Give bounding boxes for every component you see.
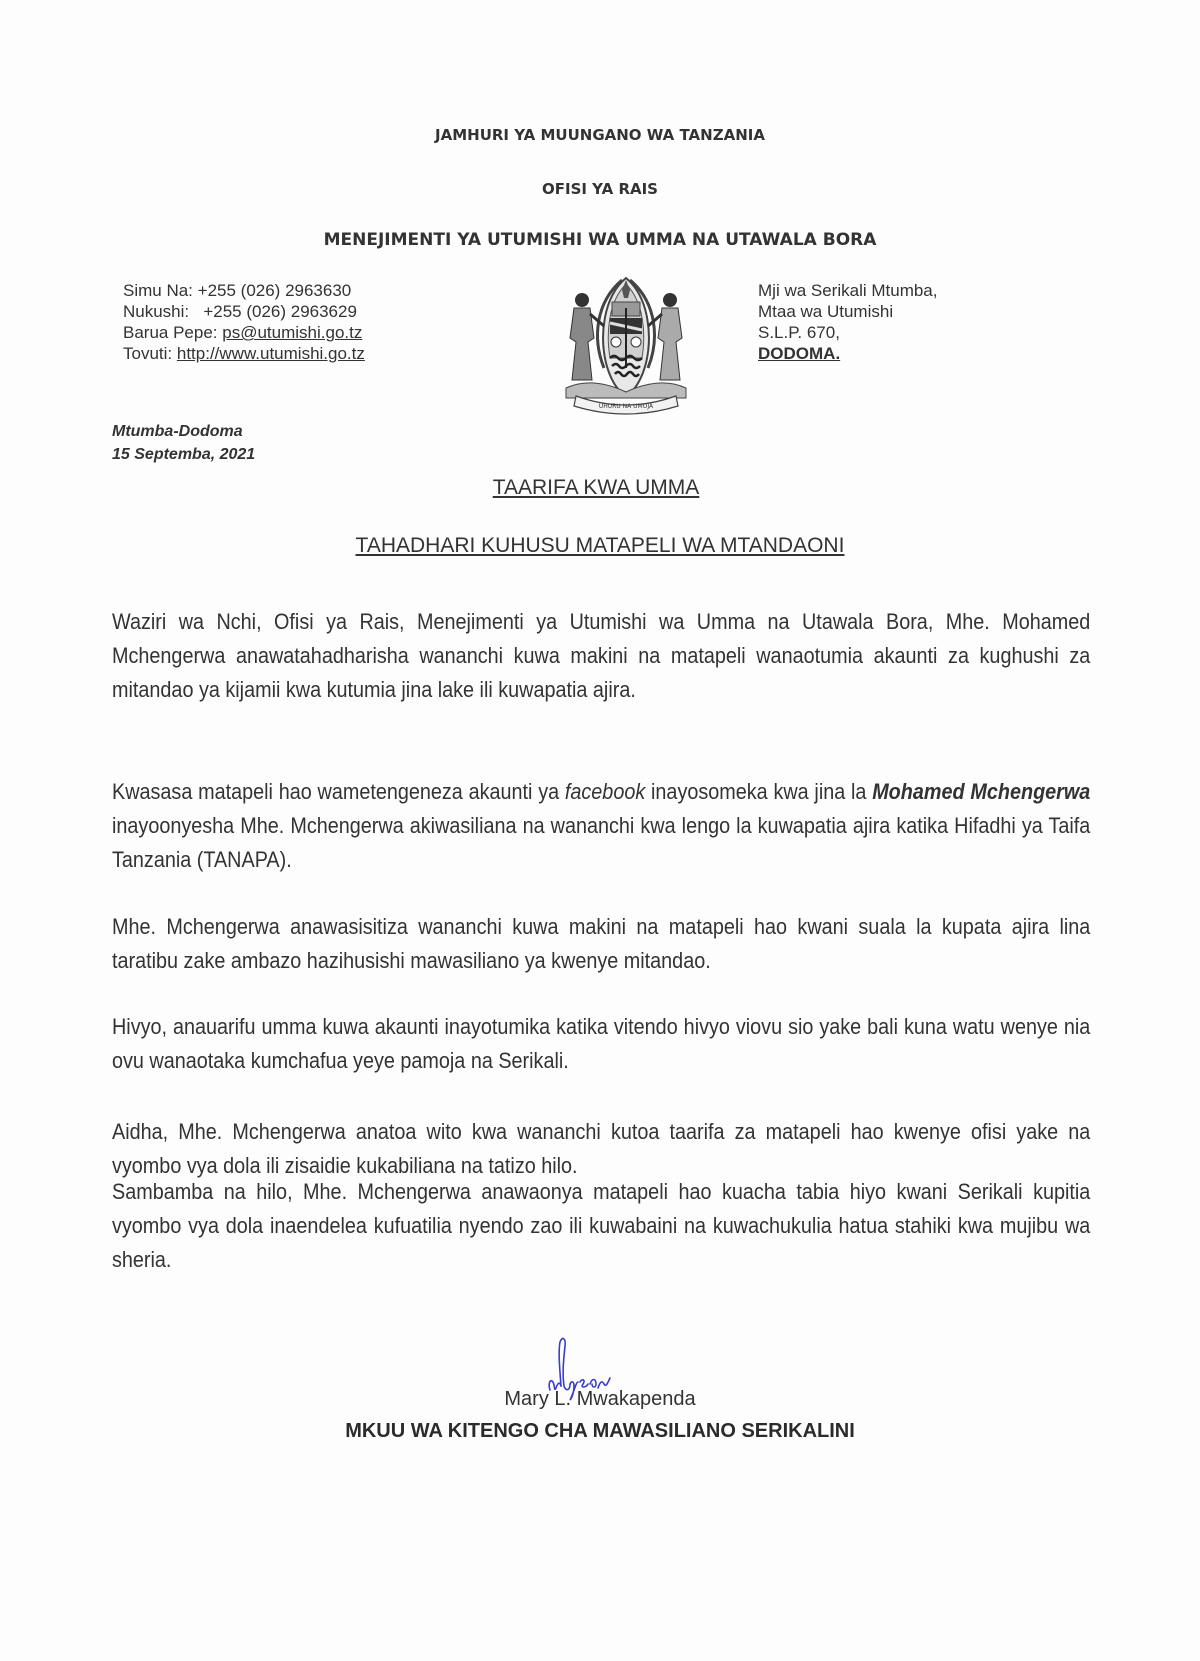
motto-text: UHURU NA UMOJA [598, 403, 654, 410]
paragraph-5-text: Aidha, Mhe. Mchengerwa anatoa wito kwa wananchi kutoa taarifa za matapeli hao kwenye ofisi yake na vyombo vya dola ili zisaidie kukabiliana na tatizo hilo. [112, 1119, 1091, 1178]
contact-block-right [758, 280, 938, 364]
website-link[interactable]: http://www.utumishi.go.tz [176, 344, 365, 363]
place-and-date [112, 420, 255, 466]
paragraph-6-text: Sambamba na hilo, Mhe. Mchengerwa anawaonya matapeli hao kuacha tabia hiyo kwani Serikali kupitia vyombo vya dola inaendelea kufuatilia nyendo zao ili kuwabaini na kuwachukulia hatua stahiki kwa mujibu wa sheria. [112, 1179, 1091, 1272]
paragraph-5 [112, 1115, 1090, 1183]
fax-number: +255 (026) 2963629 [203, 302, 357, 321]
paragraph-2 [112, 775, 1090, 877]
paragraph-3-text: Mhe. Mchengerwa anawasisitiza wananchi kuwa makini na matapeli hao kwani suala la kupata ajira lina taratibu zake ambazo hazihusishi mawasiliano ya kwenye mitandao. [112, 914, 1091, 973]
contact-block-left [123, 280, 365, 364]
signer-title: MKUU WA KITENGO CHA MAWASILIANO SERIKALINI [345, 1420, 855, 1442]
document-subtitle [0, 534, 1200, 558]
document-title-text: TAARIFA KWA UMMA [492, 476, 700, 499]
fax-label: Nukushi: [123, 302, 204, 321]
paragraph-4-text: Hivyo, anauarifu umma kuwa akaunti inayotumika katika vitendo hivyo viovu sio yake bali kuna watu wenye nia ovu wanaotaka kumchafua yeye pamoja na Serikali. [112, 1014, 1091, 1073]
place: Mtumba-Dodoma [112, 423, 243, 440]
coat-of-arms-graphic [552, 268, 700, 416]
coat-of-arms-icon [552, 268, 700, 416]
document-title [0, 476, 1200, 500]
signer-name: Mary L. Mwakapenda [504, 1388, 696, 1410]
paragraph-2-part-c: inayoonyesha Mhe. Mchengerwa akiwasiliana na wananchi kwa lengo la kuwapatia ajira katika Hifadhi ya Taifa Tanzania (TANAPA). [112, 813, 1091, 872]
email-link[interactable]: ps@utumishi.go.tz [222, 323, 363, 342]
address-po-box: S.L.P. 670, [758, 323, 840, 342]
address-line-2: Mtaa wa Utumishi [758, 302, 894, 321]
header-ministry: MENEJIMENTI YA UTUMISHI WA UMMA NA UTAWALA BORA [323, 230, 877, 250]
address-city: DODOMA. [758, 344, 841, 363]
phone-row [123, 280, 365, 301]
paragraph-3 [112, 910, 1090, 978]
paragraph-2-part-a: Kwasasa matapeli hao wametengeneza akaunti ya [112, 779, 565, 804]
phone-number: +255 (026) 2963630 [197, 281, 352, 300]
website-row [123, 343, 365, 364]
document-subtitle-text: TAHADHARI KUHUSU MATAPELI WA MTANDAONI [355, 534, 845, 557]
fake-account-name: Mohamed Mchengerwa [872, 779, 1091, 804]
facebook-term: facebook [564, 779, 646, 804]
header-republic: JAMHURI YA MUUNGANO WA TANZANIA [435, 126, 765, 144]
phone-label: Simu Na: [123, 281, 198, 300]
website-label: Tovuti: [123, 344, 177, 363]
header-office: OFISI YA RAIS [542, 180, 658, 198]
fax-row [123, 301, 365, 322]
paragraph-2-part-b: inayosomeka kwa jina la [645, 779, 873, 804]
date: 15 Septemba, 2021 [112, 446, 256, 463]
paragraph-1 [112, 605, 1090, 707]
address-line-1: Mji wa Serikali Mtumba, [758, 281, 938, 300]
paragraph-4 [112, 1010, 1090, 1078]
paragraph-1-text: Waziri wa Nchi, Ofisi ya Rais, Menejimenti ya Utumishi wa Umma na Utawala Bora, Mhe. Mohamed Mchengerwa anawatahadharisha wananchi kuwa makini na matapeli wanaotumia akaunti za kughushi za mitandao ya kijamii kwa kutumia jina lake ili kuwapatia ajira. [112, 609, 1091, 702]
email-label: Barua Pepe: [123, 323, 223, 342]
paragraph-2-text [112, 775, 1090, 877]
email-row [123, 322, 365, 343]
paragraph-6 [112, 1175, 1090, 1277]
